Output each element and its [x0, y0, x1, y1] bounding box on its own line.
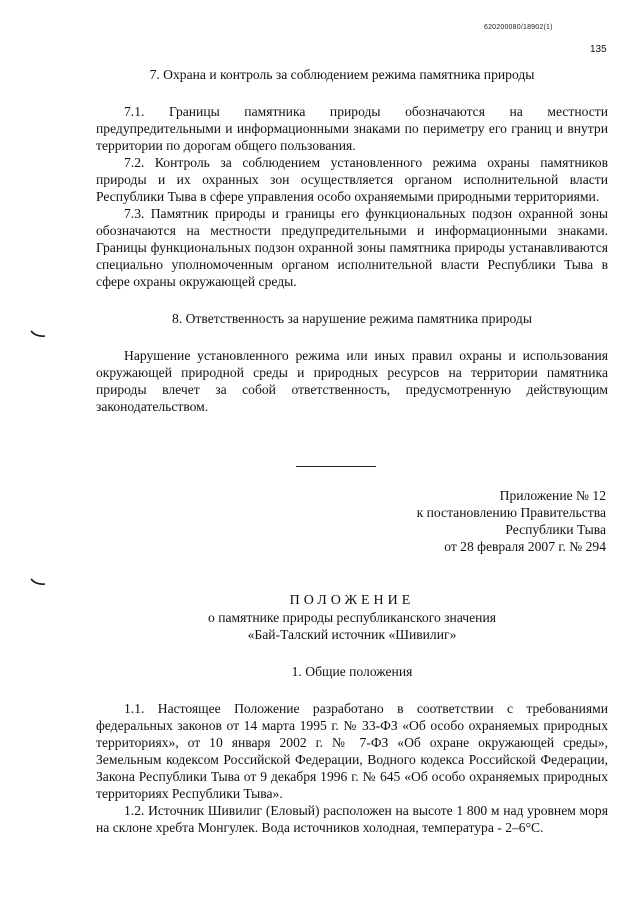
- divider-line: [296, 466, 376, 467]
- section-7-heading: 7. Охрана и контроль за соблюдением режима памятника природы: [149, 67, 535, 82]
- paragraph-7-1: 7.1. Границы памятника природы обозначаются на местности предупредительными и информационными знаками по периметру его границ и внутри территории по дорогам общего пользования.: [96, 104, 608, 153]
- regulation-subtitle-1: о памятнике природы республиканского значения: [208, 610, 496, 625]
- binding-mark-icon: [30, 330, 46, 338]
- upper-text-block: [96, 66, 608, 415]
- appendix-reference: [360, 487, 606, 555]
- appendix-line-1: Приложение № 12: [499, 488, 606, 503]
- section-8-heading: 8. Ответственность за нарушение режима памятника природы: [172, 311, 532, 326]
- paragraph-8: Нарушение установленного режима или иных правил охраны и использования окружающей природной среды и природных ресурсов на территории памятника природы влечет за собой ответственность, предусмотренную действующим законодательством.: [96, 348, 608, 414]
- binding-mark-icon: [30, 578, 46, 586]
- document-code: 620200080/18902(1): [484, 24, 553, 31]
- regulation-title-block: [96, 592, 608, 836]
- paragraph-1-1: 1.1. Настоящее Положение разработано в соответствии с требованиями федеральных законов от 14 марта 1995 г. № 33-ФЗ «Об особо охраняемых природных территориях», от 10 января 2002 г. № 7-ФЗ «Об охране окружающей среды», Земельным кодексом Российской Федерации, Водного кодекса Российской Федерации, Закона Республики Тыва от 9 декабря 1996 г. № 645 «Об особо охраняемых природных территориях Республики Тыва».: [96, 701, 608, 801]
- paragraph-7-2: 7.2. Контроль за соблюдением установленного режима охраны памятников природы и их охранных зон осуществляется органом исполнительной власти Республики Тыва в сфере управления особо охраняемыми природными территориями.: [96, 155, 608, 204]
- paragraph-7-3: 7.3. Памятник природы и границы его функциональных подзон охранной зоны обозначаются на местности предупредительными и информационными знаками. Границы функциональных подзон охранной зоны памятника природы устанавливаются специально уполномоченным органом исполнительной власти Республики Тыва в сфере охраны окружающей среды.: [96, 206, 608, 289]
- section-1-heading: 1. Общие положения: [291, 664, 413, 679]
- page-number: 135: [590, 44, 607, 55]
- regulation-title: ПОЛОЖЕНИЕ: [289, 593, 415, 608]
- paragraph-1-2: 1.2. Источник Шивилиг (Еловый) расположен на высоте 1 800 м над уровнем моря на склоне хребта Монгулек. Вода источников холодная, температура - 2–6°С.: [96, 803, 608, 835]
- appendix-line-2: к постановлению Правительства: [416, 505, 606, 520]
- appendix-line-4: от 28 февраля 2007 г. № 294: [444, 539, 606, 554]
- regulation-subtitle-2: «Бай-Талский источник «Шивилиг»: [247, 627, 457, 642]
- appendix-line-3: Республики Тыва: [505, 522, 606, 537]
